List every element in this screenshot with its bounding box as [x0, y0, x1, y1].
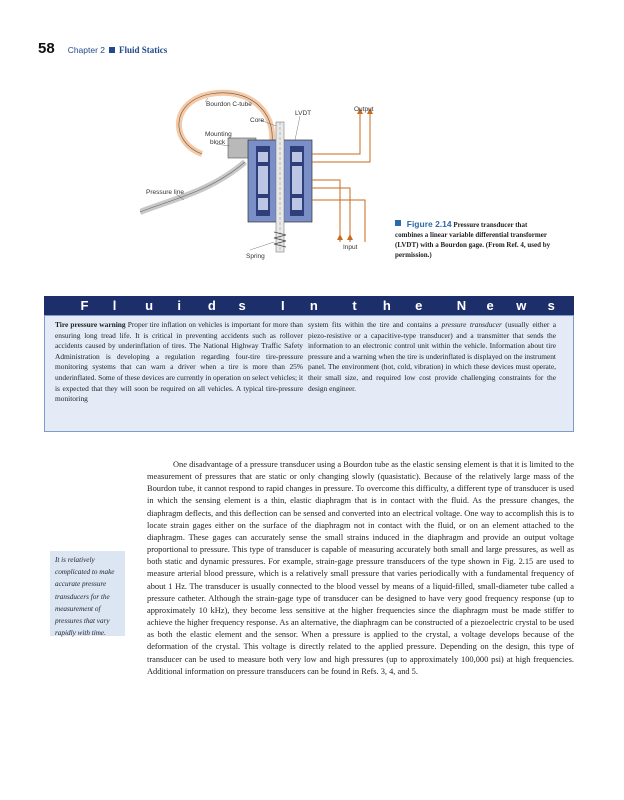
- input-arrows: [337, 234, 353, 240]
- banner-letter: F: [80, 298, 89, 313]
- figure-caption-text: Pressure transducer that combines a linear variable differential transformer (LVDT) with a Bourdon gage. (From Ref. 4, used by permission.): [395, 221, 551, 259]
- banner-letter: N: [456, 298, 467, 313]
- news-right-text-a: system fits within the tire and contains a: [308, 320, 442, 329]
- banner-letter: l: [112, 298, 117, 313]
- news-box: [44, 315, 574, 432]
- banner-letter: n: [309, 298, 318, 313]
- label-bourdon: Bourdon C-tube: [206, 101, 252, 108]
- square-bullet-icon: [395, 220, 401, 226]
- news-right-text-b: (usually either a piezo-resistive or a capacitive-type transducer) and a transmitter that sends the information to an electronic control unit within the vehicle. Information about tire pressure and a warning when the tire is underinflated is displayed on the instrument panel. The environment (hot, cold, vibration) in which these devices must operate, their small size, and required low cost provide challenging constraints for the design engineer.: [308, 320, 556, 393]
- fluids-in-the-news-banner: [44, 296, 574, 315]
- label-core: Core: [250, 117, 265, 124]
- banner-letter: s: [238, 298, 246, 313]
- label-input: Input: [343, 244, 358, 251]
- figure-caption: [395, 219, 555, 260]
- label-pressure-line: Pressure line: [146, 189, 184, 196]
- banner-letter: w: [516, 298, 527, 313]
- news-left-text: Proper tire inflation on vehicles is important for more than ensuring long tread life. It is critical in preventing accidents such as rollover accidents caused by underinflation of tires. The National Highway Traffic Safety Administration is developing a regulation regarding four-tire tire-pressure monitoring systems that can warn a driver when a tire is more than 25% underinflated. Some of these devices are currently in operation on select vehicles; it is expected that they will soon be required on all vehicles. A typical tire-pressure monitoring: [55, 320, 303, 404]
- banner-letter: t: [352, 298, 357, 313]
- pressure-line: [140, 162, 245, 212]
- lvdt-wires: [312, 112, 370, 242]
- news-column-left: [55, 320, 303, 405]
- news-headline: Tire pressure warning: [55, 320, 126, 329]
- banner-letter: e: [415, 298, 423, 313]
- banner-letter: d: [207, 298, 216, 313]
- banner-letter: I: [280, 298, 285, 313]
- label-mounting: Mounting: [205, 131, 232, 138]
- chapter-label: Chapter 2: [67, 45, 106, 55]
- label-block: block: [210, 139, 226, 146]
- banner-letter: h: [382, 298, 391, 313]
- banner-letter: e: [486, 298, 494, 313]
- banner-letter: u: [145, 298, 154, 313]
- figure-caption-label: Figure 2.14: [406, 219, 452, 229]
- page-header: [38, 40, 167, 56]
- label-output: Output: [354, 106, 374, 113]
- margin-note: It is relatively complicated to make accurate pressure transducers for the measurement of pressures that vary rapidly with time.: [50, 551, 125, 636]
- label-lvdt: LVDT: [295, 110, 312, 117]
- page-number: 58: [38, 40, 55, 57]
- label-spring: Spring: [246, 253, 265, 260]
- figure-2-14-diagram: [140, 82, 400, 272]
- news-right-emphasis: pressure transducer: [441, 320, 502, 329]
- square-bullet-icon: [109, 47, 115, 53]
- news-column-right: [308, 320, 556, 394]
- chapter-title: Fluid Statics: [119, 45, 168, 55]
- banner-letter: s: [547, 298, 555, 313]
- body-paragraph: One disadvantage of a pressure transducer using a Bourdon tube as the elastic sensing element is that it is limited to the measurement of pressures that are static or only changing slowly (quasistatic). Because of the relatively large mass of the Bourdon tube, it cannot respond to rapid changes in pressure. To overcome this difficulty, a different type of transducer is used in which the sensing element is a thin, elastic diaphragm that is in contact with the fluid. As the pressure changes, the diaphragm deflects, and this deflection can be sensed and converted into an electrical voltage. One way to accomplish this is to locate strain gages either on the surface of the diaphragm not in contact with the fluid, or on an element attached to the diaphragm. These gages can accurately sense the small strains induced in the diaphragm and provide an output voltage proportional to pressure. This type of transducer is capable of measuring accurately both small and large pressures, as well as both static and dynamic pressures. For example, strain-gage pressure transducers of the type shown in Fig. 2.15 are used to measure arterial blood pressure, which is a relatively small pressure that varies periodically with a fundamental frequency of about 1 Hz. The transducer is usually connected to the blood vessel by means of a liquid-filled, small-diameter tube called a pressure catheter. Although the strain-gage type of transducer can be designed to have very good frequency response (up to approximately 10 kHz), they become less sensitive at the higher frequencies since the diaphragm must be made stiffer to achieve the higher frequency response. As an alternative, the diaphragm can be constructed of a piezoelectric crystal to be used as both the elastic element and the sensor. When a pressure is applied to the crystal, a voltage develops because of the deformation of the crystal. This voltage is directly related to the applied pressure. Depending on the design, this type of transducer can be used to measure both very low and high pressures (up to approximately 100,000 psi) at high frequencies. Additional information on pressure transducers can be found in Refs. 3, 4, and 5.: [147, 460, 574, 676]
- banner-letter: i: [177, 298, 181, 313]
